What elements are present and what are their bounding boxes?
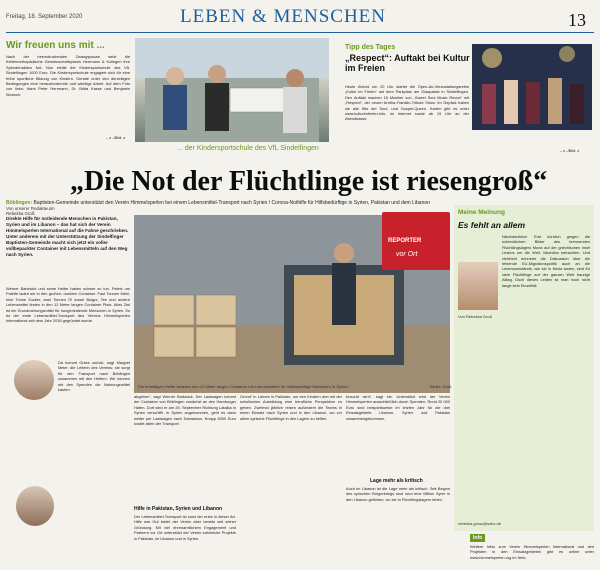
quote-portrait-1 [14, 360, 54, 400]
info-label: Info [470, 534, 485, 542]
reporter-logo-text: REPORTER [388, 238, 422, 244]
tip-label: Tipp des Tages [345, 44, 396, 51]
subtitle-place: Böblingen: [6, 200, 33, 206]
article-byline: Von unserer Redakteurin Rebekka Groß [6, 206, 55, 216]
article-col4b: Auch im Libanon ist die Lage mehr als kritisch. Seit Beginn des syrischen Bürgerkriegs sind rund eine Million Syrer in den Libanon geflohen, wo sie in Flüchtlingslagern leben. [346, 486, 450, 502]
concert-photo [472, 44, 592, 130]
header-rule [6, 32, 594, 33]
tip-body: Heute Abend um 20 Uhr startet die Open-Air-Veranstaltungsreihe „Kultur im Freien“ auf dem Parkplatz am Glaspalast in Sindelfingen. Den Auftakt machen 15 Musiker von „Sweet Soul Music Revue“ mit „Respect“, der neuen Aretha-Franklin-Tribute Show. Im Gepäck haben sie alle Hits der Soul- und Gospel-Queen. Karten gibt es unter www.kulturimfreien.info. im Internet sowie ab 19 Uhr an der Abendkasse. [345, 84, 469, 122]
page-number: 13 [568, 10, 586, 30]
author-portrait [458, 262, 498, 310]
issue-date: Freitag, 18. September 2020 [6, 14, 83, 20]
concert-photo-scene [472, 44, 592, 130]
article-col2-subhead: Hilfe in Pakistan, Syrien und Libanon [134, 506, 223, 512]
info-body: Weitere Infos zum Verein Himmelsperlen International und den Projekten in den Einsatzgebieten gibt es online unter www.himmelsperlen.org im Netz. [470, 544, 594, 560]
photo-caption: Die freiwilligen Helfer beladen den 12 Meter langen Container mit Lebensmitteln für hilfsbedürftige Menschen in Syrien. [138, 384, 349, 389]
article-col4-subhead: Lage mehr als kritisch [370, 478, 423, 484]
brief-heading: Wir freuen uns mit ... [6, 40, 105, 51]
opinion-author: Von Rebekka Groß [458, 314, 493, 319]
tip-title: „Respect“: Auftakt bei Kultur im Freien [345, 53, 470, 73]
opinion-label: Meine Meinung [458, 209, 505, 216]
photo-credit: Bilder: Groß [430, 384, 452, 389]
brief-photo-credit: – z -/Bild: z [106, 135, 126, 140]
article-headline: „Die Not der Flüchtlinge ist riesengroß“ [70, 166, 548, 197]
donation-photo-scene [135, 38, 329, 142]
reporter-logo-sub: vor Ort [396, 251, 418, 258]
tip-photo-credit: – z -/Bild: z [560, 148, 580, 153]
article-lead: Direkte Hilfe für notleidende Menschen in Pakistan, Syrien und im Libanon – das hat sich der Verein Himmelsperlen International auf die Fahne geschrieben. Unter anderem mit der Unterstützung der Sindelfinger Baptisten-Gemeinde macht sich jetzt ein voller vollbepackter Container mit Lebensmitteln auf den Weg nach Syrien. [6, 216, 129, 257]
article-col3: Grund“ in Lahore in Pakistan, um den Kindern dort mit der schulischen Ausbildung eine berufliche Perspektive zu geben. Zweimal jährlich reisen außerdem die Teams in einen Einsatz nach Syrien und in den Libanon, wo vor allem syrische Flüchtlinge in den Lagern zu helfen. [240, 394, 342, 421]
donation-photo [135, 38, 329, 142]
brief-body: Nach der beeindruckenden Zwangspause setzt die Kiefernorthopädische Gemeinschaftspraxis Herrmann & Kollegen ihre Spendenaktion fort. Nun erhält der Kindersportschule des VfL Sindelfingen 1000 Euro. Die Kindersportschule engagiert sich für eine frühe sportliche Bildung von Kindern. Gerade unter den derzeitigen Bedingungen eine herausfordernde und wichtige Arbeit. Auf dem Foto von links: Hans Peter Herrmann, Dr. Britta Kasse und Benjamin Wunsch. [6, 54, 130, 97]
article-col1: Werner Bartzsick und seine Helfer haben schwer zu tun. Paletz um Palette laden sie in den großen, dunklen Container. Fast Tonnen Mehl, eine Tonne Zucker, zwei Tonnen Öl sowie Bulgur, Tee und andere Lebensmittel finden in den 12 Meter langen Container Platz. Alles Ziel ist ein Grundnahrungsmittel für hungerleidende Menschen in Syrien. Es ist der erste Lebensmittel-Transport des Vereins Himmelsperlen International seit dem Jahr 2018 gegründet wurde. [6, 286, 130, 324]
section-title: LEBEN & MENSCHEN [180, 6, 386, 27]
article-col2: abgeben“, sagt Werner Bartzsick. Der Lastwagen kommt der Container von Böblingen zunächst an den Hamburger Hafen. Dort wird er am 25. September Richtung Lataika in Syrien verschifft. In Syrien angekommen, geht es dann weiter per Lastwagen nach Damaskus. Knapp 6000 Euro kostet allein der Transport. [134, 394, 236, 427]
opinion-title: Es fehlt an allem [458, 220, 526, 230]
article-col4: braucht wird“, sagt sie. Unterstützt wird der Verein Himmelsperlen ausschließlich durch Spenden. Rund 20 000 Euro sind beispielsweise im letzten Jahr für die drei Einsatzgebiete Libanon, Syrien und Pakistan zusammengekommen. [346, 394, 450, 421]
article-col2b: Der Lebensmittel-Transport ist zwar der erste in dieser Art. Hilfe war Gut bietet der Verein aber bereits seit seiner Gründung. Mit viel ehrenamtlichem Engagement und Partnern vor Ort unterstützt der Verein zahlreiche Projekte in Pakistan, im Libanon und in Syrien. [134, 514, 236, 541]
opinion-email: rebekka.gross@szbz.de [458, 521, 501, 526]
opinion-body: Nächstenliebe: Erst kürzlich gingen die schrecklichen Bilder des brennenden Flüchtlingslagers Moria auf der griechischen Insel Lesbos um die Welt. Machtlos betrachten. Und vielleicht erinnerte die Diskussion über die fehlende EU-Migrationspolitik auch an die Lebensumstände, wie sie in Moria waren, sind für viele Flüchtlinge auf der ganzen Welt traurige Alltag. Doch dieses Leiden ist man noch nicht lange kein Einzelfall. [502, 234, 590, 288]
brief-banner: ... der Kindersportschule des VfL Sindelfingen [177, 145, 319, 152]
article-quote: Da kommt Gutes zurück, sagt Margret Meier, die Leiterin des Vereins; sie sorgt für den Transport nach Böblingen zusammen mit den Helfern. Wir können mit den Spenden die Nahrungsmittel kaufen. [58, 360, 130, 393]
quote-portrait-2 [16, 486, 54, 526]
subtitle-text: Baptisten-Gemeinde unterstützt den Verein Himmelsperlen bei einem Lebensmittel-Transport nach Syrien / Corona-Nothilfe für Hilfsbedürftige in Syrien, Pakistan und dem Libanon [33, 200, 430, 206]
